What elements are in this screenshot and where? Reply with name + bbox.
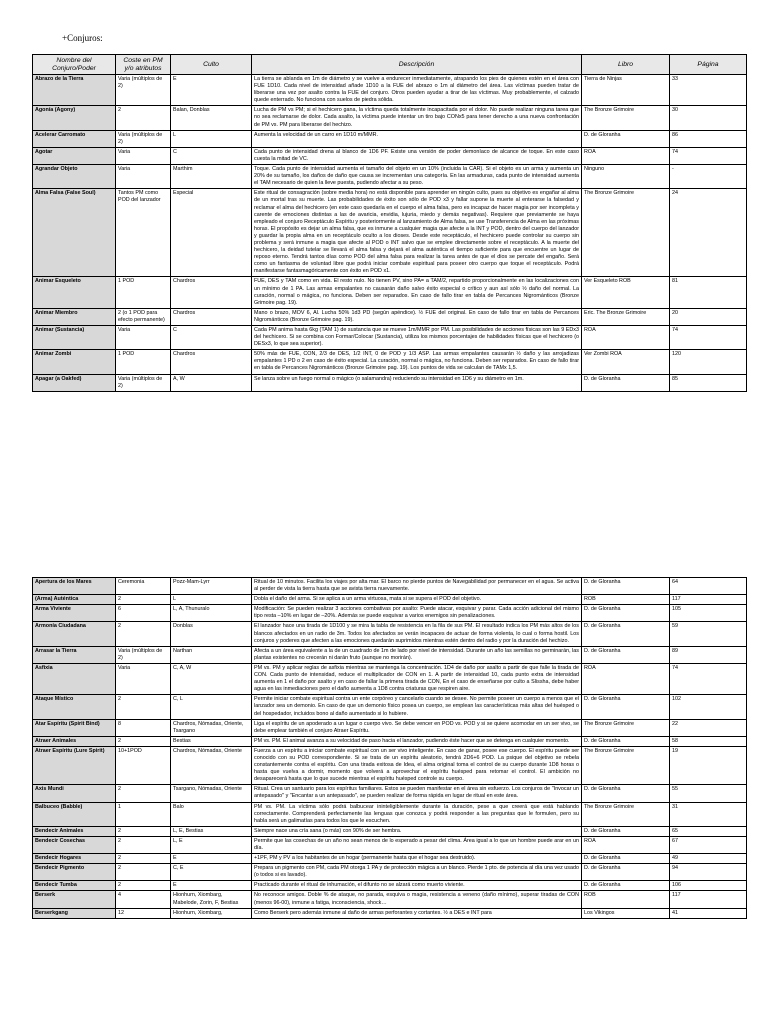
spell-cost: 2 <box>116 881 171 891</box>
spell-page: 81 <box>670 277 747 308</box>
spell-name: Bendecir Cosechas <box>33 836 116 853</box>
table-row <box>33 736 747 746</box>
spell-name: Abrazo de la Tierra <box>33 75 116 106</box>
table-row <box>33 374 747 391</box>
table-row <box>33 695 747 719</box>
spell-cost: 2 <box>116 864 171 881</box>
spell-description: Afecta a un área equivalente a la de un cuadrado de 1m de lado por nivel de intensidad. Durante un año las semillas no germinarán, las plantas existentes no crecerán ni darán fruto (aunque no morirán). <box>252 646 582 663</box>
spell-cost: 2 <box>116 695 171 719</box>
table-row <box>33 308 747 325</box>
table-row <box>33 826 747 836</box>
spell-name: Animar Esqueleto <box>33 277 116 308</box>
spell-cost: 1 POD <box>116 350 171 374</box>
spell-cost: Varia <box>116 326 171 350</box>
spell-description: PM vs. PM. El animal avanza a su velocidad de paso hacia el lanzador, pudiendo éste hacer que se detenga en cualquier momento. <box>252 736 582 746</box>
spell-cult: C, A, W <box>171 663 252 694</box>
table-row <box>33 881 747 891</box>
spell-cost: 8 <box>116 719 171 736</box>
spell-cost: 2 <box>116 106 171 130</box>
spell-cult: Pozz-Mam-Lyrr <box>171 578 252 595</box>
spell-name: Agrandar Objeto <box>33 165 116 189</box>
spell-description: Toque. Cada punto de intensidad aumenta el tamaño del objeto en un 10% (incluida la CAR). Si el objeto es un arma y aumenta un 20% de su tamaño, los daños de daño que causa se incrementan una categoría. En las armaduras, cada punto de intensidad aumenta el TAM necesario de quien la lleve puesta, pudiendo afectar a su peso. <box>252 165 582 189</box>
table-row <box>33 75 747 106</box>
spell-name: Animar Zombi <box>33 350 116 374</box>
spell-page: 22 <box>670 719 747 736</box>
spell-book: The Bronze Grimoire <box>582 746 670 784</box>
spell-book: D. de Gloranha <box>582 130 670 147</box>
table-row <box>33 106 747 130</box>
header-cult: Culto <box>171 55 252 75</box>
spell-cult: Balan, Donblas <box>171 106 252 130</box>
spell-cost: 2 <box>116 595 171 605</box>
spell-book: ROA <box>582 326 670 350</box>
spell-book: Eric. The Bronze Grimoire <box>582 308 670 325</box>
spell-cost: 2 <box>116 826 171 836</box>
header-cost: Coste en PM y/o atributos <box>116 55 171 75</box>
spell-cost: 2 <box>116 622 171 646</box>
spell-cost: 2 <box>116 785 171 802</box>
spell-cult: Chardros, Nómadas, Oriente, Tsargano <box>171 719 252 736</box>
spell-description: +1PF, PM y PV a los habitantes de un hogar (permanente hasta que el hogar sea destruido). <box>252 854 582 864</box>
spell-page: 58 <box>670 736 747 746</box>
spell-description: Mano o brazo, MOV 6, Al. Lucha 50% 1d3 PD (según apéndice). ½ FUE del original. En caso de fallo tirar en tabla de Percances Nigrománticos (Bronze Grimoire pag. 19). <box>252 308 582 325</box>
spell-page: 117 <box>670 595 747 605</box>
spell-book: ROB <box>582 595 670 605</box>
spell-page: 67 <box>670 836 747 853</box>
spell-cost: 2 (o 1 POD para efecto permanente) <box>116 308 171 325</box>
table-row <box>33 326 747 350</box>
spell-page: 89 <box>670 646 747 663</box>
spell-page: 120 <box>670 350 747 374</box>
spell-page: 85 <box>670 374 747 391</box>
spell-cult: E <box>171 881 252 891</box>
spell-cult: C, E <box>171 864 252 881</box>
section-title: +Conjuros: <box>62 33 103 43</box>
spell-cult: A, W <box>171 374 252 391</box>
spell-name: Apertura de los Mares <box>33 578 116 595</box>
spell-description: Lucha de PM vs PM; si el hechicero gana, la víctima queda totalmente incapacitada por el dolor. No puede realizar ninguna tarea que no sea reclamarse de dolor. Cada asalto, la víctima puede intentar un tiro bajo CONx5 para tener derecho a una nueva confrontación de PM vs. PM para liberarse del hechizo. <box>252 106 582 130</box>
spell-name: Bendecir Hogares <box>33 854 116 864</box>
spell-book: The Bronze Grimoire <box>582 719 670 736</box>
spell-book: ROA <box>582 663 670 694</box>
table-row <box>33 719 747 736</box>
spell-cult: C <box>171 326 252 350</box>
spell-book: D. de Gloranha <box>582 854 670 864</box>
spell-page: 117 <box>670 891 747 908</box>
spell-cost: Varia <box>116 165 171 189</box>
spell-cult: E <box>171 854 252 864</box>
spell-cost: Varia <box>116 663 171 694</box>
spell-book: Los Vikingos <box>582 908 670 918</box>
spell-cost: Tantos PM como POD del lanzador <box>116 189 171 277</box>
spell-book: The Bronze Grimoire <box>582 189 670 277</box>
header-page: Página <box>670 55 747 75</box>
spell-name: Ataque Místico <box>33 695 116 719</box>
spell-page: 74 <box>670 663 747 694</box>
spell-name: Atar Espíritu (Spirit Bind) <box>33 719 116 736</box>
spell-page: - <box>670 165 747 189</box>
spell-page: 102 <box>670 695 747 719</box>
spell-book: Ver Zombi ROA <box>582 350 670 374</box>
spell-name: Arrasar la Tierra <box>33 646 116 663</box>
spell-cult: C <box>171 147 252 164</box>
spell-cult: Tsargano, Nómadas, Oriente <box>171 785 252 802</box>
spell-cult: Chardros <box>171 308 252 325</box>
table-row <box>33 130 747 147</box>
spell-book: The Bronze Grimoire <box>582 802 670 826</box>
spell-page: 49 <box>670 854 747 864</box>
table-row <box>33 908 747 918</box>
spell-page: 105 <box>670 605 747 622</box>
spell-book: The Bronze Grimoire <box>582 106 670 130</box>
spells-table-1 <box>32 54 747 392</box>
spell-description: Practicado durante el ritual de inhumación, el difunto no se alzará como muerto viviente. <box>252 881 582 891</box>
table-row <box>33 891 747 908</box>
spell-name: Bendecir Tumba <box>33 881 116 891</box>
spell-page: 20 <box>670 308 747 325</box>
spell-page: 19 <box>670 746 747 784</box>
spell-description: Prepara un pigmento con PM, cada PM otorga 1 PA y de protección mágica a un blanco. Pierde 1 pto. de potencia al día una vez usado (o todos si es lavado). <box>252 864 582 881</box>
spell-name: Animar (Sustancia) <box>33 326 116 350</box>
spell-description: Ritual. Crea un santuario para los espíritus familiares. Estos se pueden manifestar en el área sin esfuerzo. Los conjuros de "Invocar un antepasado" y "Encantar a un antepasado", se pueden realizar de forma rápida en lugar de ritual en este área. <box>252 785 582 802</box>
spell-cult: Balo <box>171 802 252 826</box>
spell-page: 33 <box>670 75 747 106</box>
spell-page: 24 <box>670 189 747 277</box>
spell-book: D. de Gloranha <box>582 785 670 802</box>
header-name: Nombre del Conjuro/Poder <box>33 55 116 75</box>
spell-page: 30 <box>670 106 747 130</box>
spell-name: Arma Viviente <box>33 605 116 622</box>
table-row <box>33 189 747 277</box>
spell-page: 64 <box>670 578 747 595</box>
spell-cost: 1 <box>116 802 171 826</box>
spell-book: Ninguno <box>582 165 670 189</box>
spell-cost: 6 <box>116 605 171 622</box>
spell-book: D. de Gloranha <box>582 622 670 646</box>
spell-name: Berserk <box>33 891 116 908</box>
spell-page: 55 <box>670 785 747 802</box>
table-row <box>33 147 747 164</box>
spell-description: El lanzador hace una tirada de 1D100 y se mira la tabla de resistencia en la fila de sus PM. El resultado indica los PM más altos de los blancos afectados en un radio de 3m. Todos los afectados se verán incapaces de actuar de forma violenta, lo cual o forma hostil. Los conjuros y poderes que afecten a las emociones quedarán suprimidos mientras estén dentro del radio y por la duración del hechizo. <box>252 622 582 646</box>
spell-page: 94 <box>670 864 747 881</box>
spell-description: Permite iniciar combate espiritual contra un ente corpóreo y cancelarlo cuando se desee. No permite poseer un cuerpo a menos que el lanzador sea un demonio. En caso de que un demonio físico posea un cuerpo, se emplean las características más altas del huésped o del hospedador, incluidos bono al daño aumentado si lo hubiere. <box>252 695 582 719</box>
spell-page: 65 <box>670 826 747 836</box>
table-header-row <box>33 55 747 75</box>
spell-description: Liga el espíritu de un apoderado a un lugar o cuerpo vivo. Se debe vencer en POD vs. POD y si se quiere acomodar en un ser vivo, se debe emplear también el conjuro Atraer Espíritu. <box>252 719 582 736</box>
spell-description: Como Berserk pero además inmune al daño de armas perforantes y cortantes. ½ a DES e INT para <box>252 908 582 918</box>
spell-name: Asfixia <box>33 663 116 694</box>
spell-description: PM vs. PM y aplicar reglas de asfixia mientras se mantenga la concentración. 1D4 de daño por asalto a partir de que falle la tirada de CON. Cada punto de intensidad, reduce el multiplicador de CON en 1. A partir de intensidad 10, cada punto extra de intensidad aumenta en 1 el daño por asalto y en caso de fallar la primera tirada de CON, En el caso de enseñarse por culto a Slissha, debe haber agua en las inmediaciones pero el daño aumenta a 1D8 contra criaturas que respiren aire. <box>252 663 582 694</box>
spell-cult: E <box>171 75 252 106</box>
spell-name: Atraer Espíritu (Lure Spirit) <box>33 746 116 784</box>
spell-description: Ritual de 10 minutos. Facilita los viajes por alta mar. El barco no pierde puntos de Navegabilidad por permanecer en el agua. Se activa al perder de vista la tierra hasta que se avista tierra nuevamente. <box>252 578 582 595</box>
spell-description: PM vs. PM. La víctima sólo podrá balbucear ininteligiblemente durante la duración, pese a que creerá que está hablando correctamente. Comprenderá perfectamente las lenguas que conozca y podrá responder a las preguntas que le formulen, pero su habla será un galimatías para todos los que le escuchen. <box>252 802 582 826</box>
spell-cult: L, E, Bestias <box>171 826 252 836</box>
table-body <box>33 75 747 392</box>
spell-cult: L, E <box>171 836 252 853</box>
spell-cost: 10+1POD <box>116 746 171 784</box>
spell-name: Berserkgang <box>33 908 116 918</box>
spell-description: Aumenta la velocidad de un carro en 1D10 m/MMR. <box>252 130 582 147</box>
spell-description: No reconoce amigos. Doble % de ataque, no parada, esquiva o magia, resistencia a veneno (daño mínimo), superar tiradas de CON (menos 96-00), inmune a fatiga, inconsciencia, shock… <box>252 891 582 908</box>
spell-name: Agonía (Agony) <box>33 106 116 130</box>
spell-name: Balbuceo (Babble) <box>33 802 116 826</box>
spell-name: Axis Mundi <box>33 785 116 802</box>
spell-book: ROA <box>582 147 670 164</box>
table-row <box>33 663 747 694</box>
spell-cult: Bestias <box>171 736 252 746</box>
spell-page: 74 <box>670 326 747 350</box>
spell-page: 74 <box>670 147 747 164</box>
table-row <box>33 836 747 853</box>
spell-cult: Chardros <box>171 277 252 308</box>
spell-name: Armonía Ciudadana <box>33 622 116 646</box>
spell-description: Cada PM anima hasta 6kg (TAM 1) de sustancia que se mueve 1m/MMR por PM. Las posibilidades de acciones físicas son las 9 EDx3 del hechicero. Si se combina con Formar/Colocar (Sustancia), utiliza los mismos porcentajes de habilidades físicas que el hechicero (o DESx3, lo que sea superior). <box>252 326 582 350</box>
spell-page: 31 <box>670 802 747 826</box>
spell-description: 50% más de FUE, CON, 2/3 de DES, 1/2 INT, 0 de POD y 1/3 ASP. Las armas empalantes causarán ½ daño y las arrojadizas empalantes 1 PD o 2 en caso de éxito especial. La curación, normal o mágica, no funciona. Deben ser reparados. En caso de fallo tirar en tabla de Percances Nigrománticos (Bronze Grimoire pag. 19). Los puntos de vida se calculan de TAMx 1,5. <box>252 350 582 374</box>
spell-description: Cada punto de intensidad drena al blanco de 1D6 PF. Existe una versión de poder demoníaco de alcance de toque. En este caso cuesta la mitad de VC. <box>252 147 582 164</box>
header-description: Descripción <box>252 55 582 75</box>
spell-book: D. de Gloranha <box>582 695 670 719</box>
table-row <box>33 595 747 605</box>
spell-cost: 4 <box>116 891 171 908</box>
spells-table-2 <box>32 577 747 919</box>
spell-book: D. de Gloranha <box>582 864 670 881</box>
table-row <box>33 746 747 784</box>
spell-page: 59 <box>670 622 747 646</box>
spell-book: D. de Gloranha <box>582 374 670 391</box>
spell-page: 106 <box>670 881 747 891</box>
table-row <box>33 165 747 189</box>
spell-cost: 12 <box>116 908 171 918</box>
spell-cost: 1 POD <box>116 277 171 308</box>
spell-cult: L, A, Thunuralo <box>171 605 252 622</box>
spell-cult: Hionhurn, Xiombarg, <box>171 908 252 918</box>
spell-cult: Chardros <box>171 350 252 374</box>
spell-cult: Especial <box>171 189 252 277</box>
spell-name: Bendecir Animales <box>33 826 116 836</box>
spell-cost: 2 <box>116 836 171 853</box>
table-row <box>33 350 747 374</box>
spell-book: D. de Gloranha <box>582 736 670 746</box>
spell-description: Fuerza a un espíritu a iniciar combate espiritual con un ser vivo inteligente. En caso de ganar, posee ese cuerpo. El espíritu puede ser conocido con su POD correspondiente. Si se trata de un espíritu aleatorio, tendrá 2D6+6 POD. La psique del objetivo se rebela constantemente contra el espíritu. Con una tirada exitosa de Idea, el alma original toma el control de su cuerpo durante 1D8 horas o hasta que vuelva a dormir, momento que volverá a aprovechar el espíritu huésped para retomar el control. El ambición no desaparecerá hasta que lo que sucede mientras el espíritu huésped controle su cuerpo. <box>252 746 582 784</box>
spell-cult: Hionhurn, Xiombarg, Mabelode, Zorin, F, Bestias <box>171 891 252 908</box>
table-row <box>33 864 747 881</box>
spell-book: D. de Gloranha <box>582 826 670 836</box>
spell-cult: Narthan <box>171 646 252 663</box>
spell-description: Modificación: Se pueden realizar 3 acciones combativas por asalto: Puede atacar, esquivar y parar. Cada acción adicional del mismo tipo resta –10% en lugar de –20%. Además se puede esquivar a varios enemigos sin penalizaciones. <box>252 605 582 622</box>
header-book: Libro <box>582 55 670 75</box>
spell-book: D. de Gloranha <box>582 605 670 622</box>
spell-description: La tierra se ablanda en 1m de diámetro y se vuelve a endurecer inmediatamente, atrapando los pies de quienes estén en el área con FUE 1D10. Cada nivel de intensidad añade 1D10 a la FUE del abrazo o 1m al diámetro del área. Las víctimas pueden tratar de liberarse una vez por asalto contra la FUE del conjuro. Otros pueden ayudar a tirar de las víctimas. Muy probablemente, el calzado quede enterrado. No funciona con suelos de piedra sólida. <box>252 75 582 106</box>
spell-description: Permite que las cosechas de un año no sean menos de lo esperado a pesar del clima. Área igual a lo que un hombre puede arar en un día. <box>252 836 582 853</box>
table-row <box>33 578 747 595</box>
spell-cost: Varia (múltiplos de 2) <box>116 75 171 106</box>
spell-cost: Ceremonia <box>116 578 171 595</box>
spell-book: Tierra de Ninjas <box>582 75 670 106</box>
spell-name: Atraer Animales <box>33 736 116 746</box>
spell-book: ROA <box>582 836 670 853</box>
spell-cost: 2 <box>116 736 171 746</box>
table-row <box>33 802 747 826</box>
spell-book: D. de Gloranha <box>582 578 670 595</box>
spell-cult: Marthim <box>171 165 252 189</box>
spell-cost: Varia (múltiplos de 2) <box>116 374 171 391</box>
spell-cult: Chardros, Nómadas, Oriente <box>171 746 252 784</box>
table-row <box>33 785 747 802</box>
table-row <box>33 277 747 308</box>
spell-name: Acelerar Carromato <box>33 130 116 147</box>
spell-cost: Varia <box>116 147 171 164</box>
spell-description: Dobla el daño del arma. Si se aplica a un arma virtuosa, mata si se supera el POD del objetivo. <box>252 595 582 605</box>
spell-cult: L <box>171 130 252 147</box>
spell-page: 86 <box>670 130 747 147</box>
spell-page: 41 <box>670 908 747 918</box>
table-row <box>33 605 747 622</box>
spell-cult: C, L <box>171 695 252 719</box>
spell-name: Animar Miembro <box>33 308 116 325</box>
spell-book: D. de Gloranha <box>582 646 670 663</box>
spell-description: Este ritual de consagración (sobre media hora) no está disponible para aprender en ningún culto, pues su objetivo es engañar al alma de un mortal tras su muerte. Las probabilidades de éxito son sólo de POD x3 y fallar supone la muerte al enterarse la falsedad y reclamar el alma del hechicero (en este caso quedaría en el cuerpo el alma falsa, pero es incapaz de hacer magia por ser incompleta y carente de emociones distintas a las de avaricia, envidia, lujuria, miedo y demás negativas). Requiere que previamente se haya empleado el conjuro Receptáculo Espíritu y posteriormente al lanzamiento de Alma falsa, se use Transferencia de Alma en las próximas horas. El propósito es dejar un alma falsa, que es inmune a cualquier magia que afecte a la INT y POD, dentro del cuerpo del lanzador y guardar la propia alma en un receptáculo oculto a los dioses. Desde este receptáculo, el hechicero puede controlar su cuerpo sin problema y será inmune a magia que afecte al POD o INT salvo que se emplee directamente sobre el receptáculo. A la muerte del hechicero, la deidad tutelar se llevará el alma falsa y dejará el alma auténtica el tiempo suficiente para que encuentre un lugar de reposo eterno. Tendrá tantos días como POD del alma falsa para realizar la tarea antes de que el dios se percate del engaño. Será como un fantasma de voluntad libre que podrá iniciar combate espiritual para poseer otro cuerpo que toque el receptáculo. Podrá manifestarse fantasmagóricamente con éxito en POD x1. <box>252 189 582 277</box>
spell-description: Se lanza sobre un fuego normal o mágico (o salamandra) reduciendo su intensidad en 1D6 y su diámetro en 1m. <box>252 374 582 391</box>
spell-name: Alma Falsa (False Soul) <box>33 189 116 277</box>
spell-book: Ver Esqueleto ROB <box>582 277 670 308</box>
spell-name: (Arma) Auténtica <box>33 595 116 605</box>
spell-name: Agotar <box>33 147 116 164</box>
spell-name: Bendecir Pigmento <box>33 864 116 881</box>
table-row <box>33 854 747 864</box>
spell-name: Apagar (a Oakfed) <box>33 374 116 391</box>
spell-description: FUE, DES y TAM como en vida. El resto nulo. No tienen PV, sino PA= a TAM/2, repartido proporcionalmente en las localizaciones con un mínimo de 1 PA. Las armas empalantes no causarán daño salvo éxito especial o crítico y aun así sólo ½ daño del normal. La curación, normal o mágica, no funciona. Deben ser reparados. En caso de fallo tirar en tabla de Percances Nigrománticos (Bronze Grimoire pag. 19). <box>252 277 582 308</box>
table-row <box>33 622 747 646</box>
table-row <box>33 646 747 663</box>
spell-book: ROB <box>582 891 670 908</box>
spell-description: Siempre nace una cría sana (o más) con 90% de ser hembra. <box>252 826 582 836</box>
spell-cost: 2 <box>116 854 171 864</box>
table-body <box>33 578 747 919</box>
spell-cult: L <box>171 595 252 605</box>
spell-cost: Varia (múltiplos de 2) <box>116 130 171 147</box>
spell-book: D. de Gloranha <box>582 881 670 891</box>
spell-cost: Varia (múltiplos de 2) <box>116 646 171 663</box>
spell-cult: Donblas <box>171 622 252 646</box>
